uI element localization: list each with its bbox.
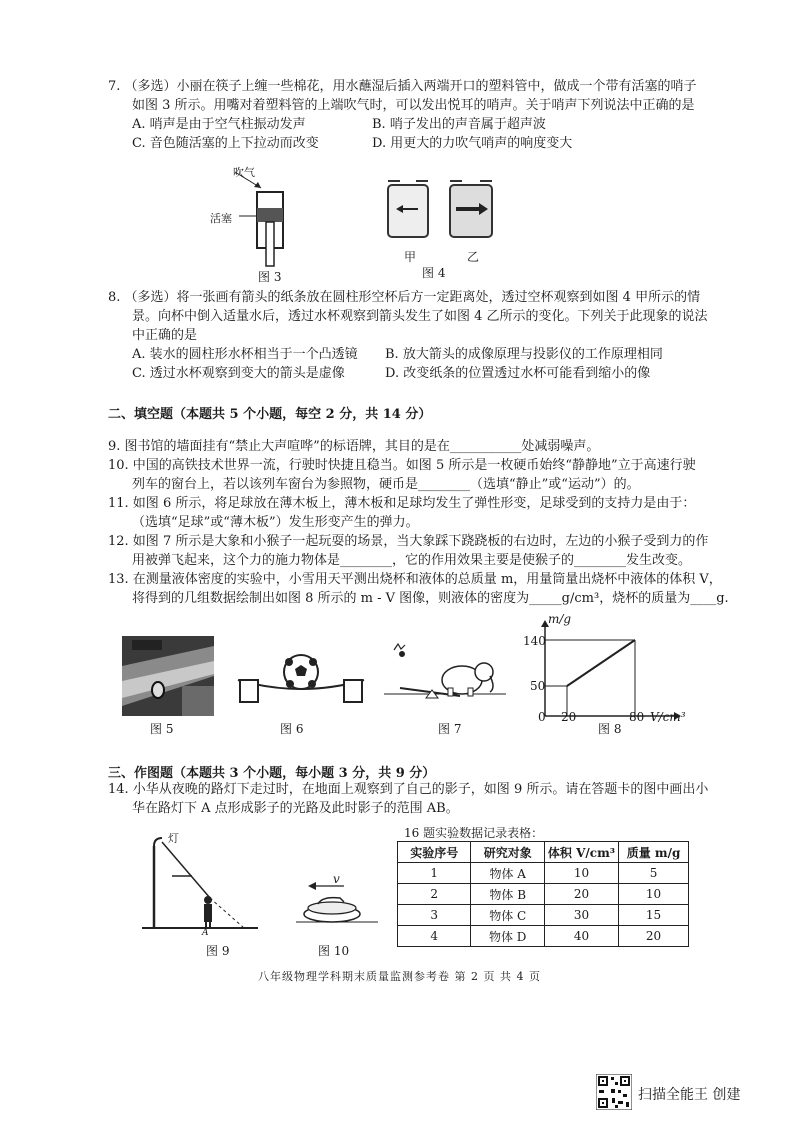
q7-option-d: D. 用更大的力吹气哨声的响度变大: [372, 136, 573, 151]
q7-line-2: 如图 3 所示。用嘴对着塑料管的上端吹气时，可以发出悦耳的哨声。关于哨声下列说法中正确的是: [132, 98, 695, 113]
q11-line-2: （选填“足球”或“薄木板”）发生形变产生的弹力。: [132, 515, 419, 530]
table-cell: 2: [398, 884, 471, 905]
figure-7-elephant-monkey-seesaw: [380, 636, 510, 706]
q8-option-c: C. 透过水杯观察到变大的箭头是虚像: [132, 366, 345, 381]
fig4-label-yi: 乙: [467, 250, 480, 264]
q8-line-2: 景。向杯中倒入适量水后，透过水杯观察到箭头发生了如图 4 乙所示的变化。下列关于此现象的说法: [132, 309, 708, 324]
fig8-ytick-140: 140: [523, 634, 546, 648]
fig8-ylabel: m/g: [548, 612, 572, 626]
figure-9-street-lamp: [140, 828, 260, 938]
fig8-origin: 0: [538, 710, 546, 724]
fig9-caption: 图 9: [206, 944, 230, 958]
fig5-caption: 图 5: [150, 722, 174, 736]
fig8-data-line: [567, 640, 635, 686]
table-cell: 物体 D: [471, 926, 544, 947]
table-cell: 40: [544, 926, 618, 947]
figure-4-cups: [380, 175, 500, 245]
table-cell: 15: [619, 905, 689, 926]
fig10-caption: 图 10: [318, 944, 350, 958]
fig10-label-v: v: [333, 872, 340, 886]
fig4-label-jia: 甲: [404, 250, 417, 264]
table-row: [398, 926, 689, 947]
q10-line-1: 10. 中国的高铁技术世界一流，行驶时快捷且稳当。如图 5 所示是一枚硬币始终“静静地”立于高速行驶: [108, 458, 696, 473]
q8-line-3: 中正确的是: [132, 328, 198, 343]
fig9-label-a: A: [202, 928, 209, 938]
q9: 9. 图书馆的墙面挂有“禁止大声喧哗”的标语牌，其目的是在___________处减弱噪声。: [108, 439, 600, 454]
table16-header: 体积 V/cm³: [544, 842, 618, 863]
q10-line-2: 列车的窗台上，若以该列车窗台为参照物，硬币是________（选填“静止”或“运动”）的。: [132, 477, 640, 492]
q12-line-1: 12. 如图 7 所示是大象和小猴子一起玩耍的场景，当大象踩下跷跷板的右边时，左边的小猴子受到力的作: [108, 534, 709, 549]
table16-header: 研究对象: [471, 842, 544, 863]
q8-line-1: 8. （多选）将一张画有箭头的纸条放在圆柱形空杯后方一定距离处，透过空杯观察到如图 4 甲所示的情: [108, 290, 701, 305]
q7-line-1: 7. （多选）小丽在筷子上缠一些棉花，用水蘸湿后插入两端开口的塑料管中，做成一个带有活塞的哨子: [108, 79, 697, 94]
fig8-caption: 图 8: [598, 722, 622, 736]
q8-option-b: B. 放大箭头的成像原理与投影仪的工作原理相同: [385, 347, 663, 362]
table16: [397, 841, 689, 947]
table-cell: 10: [544, 863, 618, 884]
table16-header-row: [398, 842, 689, 863]
table-cell: 5: [619, 863, 689, 884]
fig8-xtick-20: 20: [561, 710, 577, 724]
table-cell: 3: [398, 905, 471, 926]
q8-option-d: D. 改变纸条的位置透过水杯可能看到缩小的像: [385, 366, 651, 381]
fig8-xtick-80: 80: [629, 710, 645, 724]
figure-6-football-on-board: [236, 640, 366, 710]
table-row: [398, 884, 689, 905]
scanner-watermark: 扫描全能王 创建: [638, 1087, 741, 1103]
table16-header: 实验序号: [398, 842, 471, 863]
q8-option-a: A. 装水的圆柱形水杯相当于一个凸透镜: [132, 347, 358, 362]
section-2-title: 二、填空题（本题共 5 个小题，每空 2 分，共 14 分）: [108, 407, 432, 422]
table-cell: 4: [398, 926, 471, 947]
table-cell: 物体 C: [471, 905, 544, 926]
q13-line-1: 13. 在测量液体密度的实验中，小雪用天平测出烧杯和液体的总质量 m，用量筒量出烧杯中液体的体积 V，: [108, 572, 722, 587]
table-cell: 1: [398, 863, 471, 884]
fig6-caption: 图 6: [280, 722, 304, 736]
q12-line-2: 用被弹飞起来，这个力的施力物体是________，它的作用效果主要是使猴子的________发生改变。: [132, 553, 692, 568]
figure-5-train-window-photo: [122, 636, 214, 716]
fig8-xlabel: V/cm³: [650, 710, 686, 724]
page-footer: 八年级物理学科期末质量监测参考卷 第 2 页 共 4 页: [258, 970, 541, 983]
table-row: [398, 863, 689, 884]
table-cell: 物体 B: [471, 884, 544, 905]
fig3-label-piston: 活塞: [210, 212, 232, 225]
table-cell: 20: [544, 884, 618, 905]
fig7-caption: 图 7: [438, 722, 462, 736]
table16-title: 16 题实验数据记录表格：: [404, 826, 544, 840]
qr-code-icon: [596, 1074, 632, 1110]
fig4-caption: 图 4: [422, 266, 446, 280]
table16-header: 质量 m/g: [619, 842, 689, 863]
q11-line-1: 11. 如图 6 所示，将足球放在薄木板上，薄木板和足球均发生了弹性形变，足球受到的支持力是由于：: [108, 496, 696, 511]
fig9-label-lamp: 灯: [168, 832, 179, 845]
q7-option-a: A. 哨声是由于空气柱振动发声: [132, 117, 306, 132]
fig3-label-blow: 吹气: [233, 166, 255, 179]
table-cell: 30: [544, 905, 618, 926]
q14-line-2: 华在路灯下 A 点形成影子的光路及此时影子的范围 AB。: [132, 801, 459, 816]
q13-line-2: 将得到的几组数据绘制出如图 8 所示的 m - V 图像，则液体的密度为_____g/cm³，烧杯的质量为____g.: [132, 591, 729, 606]
table-row: [398, 905, 689, 926]
q14-line-1: 14. 小华从夜晚的路灯下走过时，在地面上观察到了自己的影子，如图 9 所示。请在答题卡的图中画出小: [108, 782, 709, 797]
section-3-title: 三、作图题（本题共 3 个小题，每小题 3 分，共 9 分）: [108, 766, 436, 781]
table-cell: 10: [619, 884, 689, 905]
fig3-caption: 图 3: [258, 270, 282, 284]
q7-option-b: B. 哨子发出的声音属于超声波: [372, 117, 546, 132]
table-cell: 20: [619, 926, 689, 947]
q7-option-c: C. 音色随活塞的上下拉动而改变: [132, 136, 319, 151]
fig8-ytick-50: 50: [530, 679, 546, 693]
table-cell: 物体 A: [471, 863, 544, 884]
